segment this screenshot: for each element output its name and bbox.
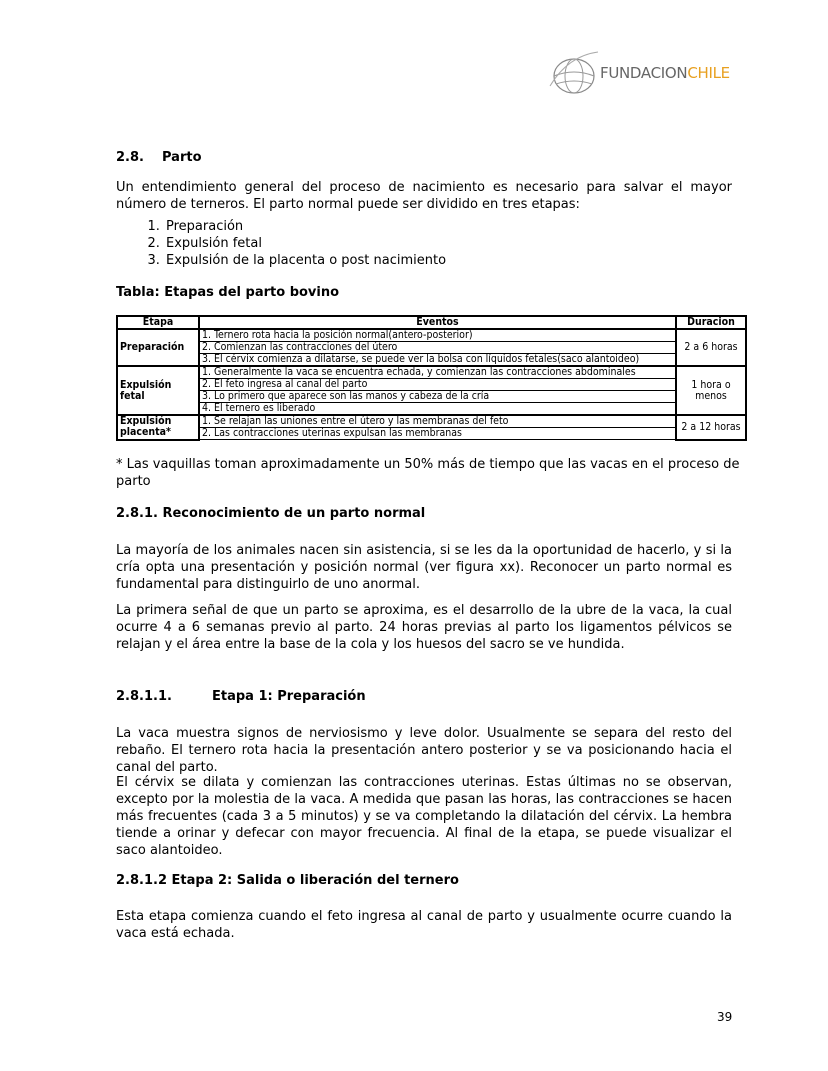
section-heading: 2.8.1. Reconocimiento de un parto normal <box>116 506 426 521</box>
duration-cell: 2 a 6 horas <box>676 329 746 366</box>
event-cell: 1. Ternero rota hacia la posición normal(antero-posterior) <box>199 329 676 342</box>
table-footnote: * Las vaquillas toman aproximadamente un 50% más de tiempo que las vacas en el proceso de parto <box>116 457 740 489</box>
section-heading: 2.8. Parto <box>116 150 202 165</box>
column-header: Eventos <box>199 316 676 329</box>
fundacion-chile-logo <box>548 46 738 96</box>
event-cell: 2. El feto ingresa al canal del parto <box>199 379 676 391</box>
duration-cell: 2 a 12 horas <box>676 415 746 440</box>
event-cell: 3. El cérvix comienza a dilatarse, se puede ver la bolsa con líquidos fetales(saco alantoideo) <box>199 354 676 367</box>
event-cell: 3. Lo primero que aparece son las manos y cabeza de la cría <box>199 391 676 403</box>
stages-list <box>116 218 780 269</box>
column-header: Duracion <box>676 316 746 329</box>
list-item: 1. Preparación <box>164 218 780 235</box>
table-header-row <box>117 316 746 329</box>
table-row <box>117 342 746 354</box>
list-item: 2. Expulsión fetal <box>164 235 780 252</box>
paragraph: El cérvix se dilata y comienzan las contracciones uterinas. Estas últimas no se observan, excepto por la molestia de la vaca. A medida que pasan las horas, las contracciones se hacen más frecuentes (cada 3 a 5 minutos) y se va completando la dilatación del cérvix. La hembra tiende a orinar y defecar con mayor frecuencia. Al final de la etapa, se puede visualizar el saco alantoideo. <box>116 775 732 858</box>
paragraph: La primera señal de que un parto se aproxima, es el desarrollo de la ubre de la vaca, la cual ocurre 4 a 6 semanas previo al parto. 24 horas previas al parto los ligamentos pélvicos se relajan y el área entre la base de la cola y los huesos del sacro se ve hundida. <box>116 603 732 652</box>
paragraph: La mayoría de los animales nacen sin asistencia, si se les da la oportunidad de hacerlo, y si la cría opta una presentación y posición normal (ver figura xx). Reconocer un parto normal es fundamental para distinguirlo de uno anormal. <box>116 543 732 592</box>
stages-table <box>116 315 747 441</box>
stage-cell: Expulsión placenta* <box>117 415 199 440</box>
event-cell: 2. Las contracciones uterinas expulsan las membranas <box>199 428 676 440</box>
paragraph: La vaca muestra signos de nerviosismo y leve dolor. Usualmente se separa del resto del rebaño. El ternero rota hacia la presentación antero posterior y se va posicionando hacia el canal del parto. <box>116 726 732 775</box>
logo-text: FUNDACION <box>600 64 688 82</box>
stage-cell: Preparación <box>117 329 199 366</box>
event-cell: 1. Generalmente la vaca se encuentra echada, y comienzan las contracciones abdominales <box>199 366 676 379</box>
event-cell: 4. El ternero es liberado <box>199 403 676 416</box>
section-heading: 2.8.1.1. Etapa 1: Preparación <box>116 689 366 704</box>
column-header: Etapa <box>117 316 199 329</box>
table-row <box>117 329 746 342</box>
page-number: 39 <box>717 1010 733 1024</box>
table-row <box>117 391 746 403</box>
table-row <box>117 428 746 440</box>
table-row <box>117 415 746 428</box>
stage-cell: Expulsión fetal <box>117 366 199 415</box>
table-row <box>117 354 746 367</box>
event-cell: 2. Comienzan las contracciones del útero <box>199 342 676 354</box>
duration-cell: 1 hora o menos <box>676 366 746 415</box>
logo-text-accent: CHILE <box>687 64 730 82</box>
paragraph: Esta etapa comienza cuando el feto ingresa al canal de parto y usualmente ocurre cuando la vaca está echada. <box>116 909 732 941</box>
table-row <box>117 379 746 391</box>
table-row <box>117 403 746 416</box>
table-title: Tabla: Etapas del parto bovino <box>116 285 340 300</box>
section-heading: 2.8.1.2 Etapa 2: Salida o liberación del ternero <box>116 873 459 888</box>
list-item: 3. Expulsión de la placenta o post nacimiento <box>164 252 780 269</box>
table-row <box>117 366 746 379</box>
paragraph: Un entendimiento general del proceso de nacimiento es necesario para salvar el mayor número de terneros. El parto normal puede ser dividido en tres etapas: <box>116 180 732 212</box>
event-cell: 1. Se relajan las uniones entre el útero y las membranas del feto <box>199 415 676 428</box>
globe-icon <box>548 46 604 96</box>
